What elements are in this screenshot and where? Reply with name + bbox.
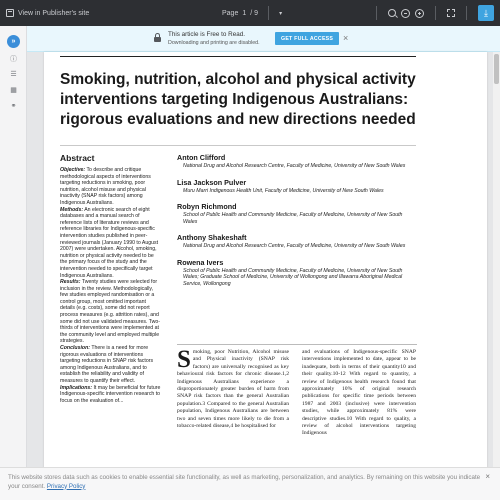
page-current-input[interactable]: 1 xyxy=(242,9,247,17)
abstract-section xyxy=(60,153,162,404)
author-entry xyxy=(177,178,417,195)
toolbar-right xyxy=(370,0,494,26)
page-dropdown-icon[interactable]: ▾ xyxy=(279,10,283,17)
cookie-consent-bar xyxy=(0,467,500,500)
cookie-message xyxy=(8,474,486,491)
divider xyxy=(268,6,269,20)
divider xyxy=(435,6,436,20)
body-column-1 xyxy=(177,346,289,430)
abstract-paragraph: Conclusion: There is a need for more rigorous evaluations of interventions targeting reductions in SNAP risk factors among Indigenous Australians, and to establish the reliability and validity of measures to quantify their effect. xyxy=(60,345,154,384)
scrollbar-thumb[interactable] xyxy=(494,54,499,84)
author-entry xyxy=(177,258,417,288)
fullscreen-icon[interactable] xyxy=(447,9,455,17)
abstract-paragraph: Results: Twenty studies were selected for inclusion in the review. Methodologically, few studies employed randomisation or a control group, most omitted important details (e.g. costs), some did not report process measures (e.g. attrition rates), and some did not use validated measures. Two-thirds of interventions were implemented at the community level and employed multiple strategies. xyxy=(60,279,160,345)
affiliation-rule xyxy=(177,344,417,345)
cookie-text: This website stores data such as cookies to enable essential site functionality, as well as marketing, personalization, and analytics. By remaining on this website you indicate your consent. xyxy=(8,474,481,490)
article-title: Smoking, nutrition, alcohol and physical activity interventions targeting Indigenous Australians: rigorous evaluations and new directions needed xyxy=(60,71,416,128)
author-affiliation: National Drug and Alcohol Research Centre, Faculty of Medicine, University of New South Wales xyxy=(183,243,406,249)
banner-line-2: Downloading and printing are disabled. xyxy=(168,40,260,46)
cookie-close-icon[interactable]: × xyxy=(485,472,490,481)
page-label: Page xyxy=(222,9,239,17)
page-total: / 9 xyxy=(250,9,259,17)
author-name: Anthony Shakeshaft xyxy=(177,233,247,242)
abstract-paragraph: Methods: An electronic search of eight databases and a manual search of reference lists of literature reviews and reference libraries for Indigenous-specific intervention studies published in peer-reviewed journals (January 1990 to August 2007) were undertaken. Alcohol, smoking, nutrition or physical activity needed to be the primary focus of the study and the intervention needed to specifically target Indigenous Australians. xyxy=(60,206,159,279)
author-affiliation: National Drug and Alcohol Research Centre, Faculty of Medicine, University of New South Wales xyxy=(183,163,406,169)
left-sidebar-rail xyxy=(0,26,27,500)
banner-line-1: This article is Free to Read. xyxy=(168,31,245,38)
body-text: moking, poor Nutrition, Alcohol misuse and Physical inactivity (SNAP risk factors) are universally recognised as key behavioural risk factors for chronic disease.1,2 Indigenous Australians experience a disproportionately greater burden of harm from SNAP risk factors than the general Australian population.3 Compared to the general Australian population, Indigenous Australians are between two and seven times more likely to die from a tobacco-related disease,4 be hospitalised for xyxy=(177,349,289,430)
link-icon[interactable]: ⚭ xyxy=(10,103,17,110)
lock-icon xyxy=(154,33,161,42)
document-scrollbar[interactable] xyxy=(493,52,500,467)
divider xyxy=(376,6,377,20)
body-text: and evaluations of Indigenous-specific SNAP interventions implemented to date, appear to be inadequate, both in terms of their quantity10 and their quality.10-12 With regard to quantity, a review of Indigenous health research found that approximately 10% of original research publications for specific time periods between 1987 and 2003 (inclusive) were intervention studies, while approximately 81% were descriptive studies.10 With regard to quality, a review of alcohol interventions targeting Indigenous xyxy=(302,349,416,437)
zoom-out-icon[interactable] xyxy=(401,9,410,18)
author-entry xyxy=(177,202,417,225)
author-name: Robyn Richmond xyxy=(177,202,237,211)
free-to-read-banner xyxy=(27,26,500,52)
banner-message xyxy=(168,31,260,47)
outline-list-icon[interactable]: ☰ xyxy=(10,71,17,78)
document-page xyxy=(44,52,487,500)
drop-cap: S xyxy=(177,346,191,373)
abstract-paragraph: Implications: It may be beneficial for future Indigenous-specific intervention research to focus on the evaluation of... xyxy=(60,384,161,404)
author-affiliation: School of Public Health and Community Medicine, Faculty of Medicine, University of New South Wales xyxy=(183,212,403,225)
view-site-label: View in Publisher's site xyxy=(18,9,90,17)
author-name: Anton Clifford xyxy=(177,153,226,162)
page-indicator xyxy=(222,0,282,26)
abstract-heading: Abstract xyxy=(60,153,95,163)
abstract-paragraph: Objective: To describe and critique methodological aspects of interventions targeting reductions in smoking, poor nutrition, alcohol misuse and physical inactivity (SNAP risk factors) among Indigenous Australians. xyxy=(60,167,151,206)
get-full-access-button[interactable]: GET FULL ACCESS xyxy=(275,32,339,45)
banner-close-icon[interactable]: × xyxy=(343,33,349,43)
info-icon[interactable]: ⓘ xyxy=(10,56,17,63)
author-name: Lisa Jackson Pulver xyxy=(177,177,247,187)
top-toolbar xyxy=(0,0,500,26)
author-entry xyxy=(177,153,417,170)
thumbnails-icon[interactable]: ▦ xyxy=(10,87,17,94)
author-entry xyxy=(177,233,417,250)
author-list xyxy=(177,153,417,295)
divider xyxy=(466,6,467,20)
view-in-publisher-site-link[interactable] xyxy=(6,9,89,17)
search-icon[interactable] xyxy=(388,9,396,17)
title-rule xyxy=(60,145,416,146)
author-name: Rowena Ivers xyxy=(177,257,224,267)
expand-sidebar-icon[interactable]: » xyxy=(7,35,20,48)
toolbar-left xyxy=(0,0,89,26)
privacy-policy-link[interactable]: Privacy Policy xyxy=(46,482,86,490)
header-rule xyxy=(60,56,416,57)
body-column-2 xyxy=(302,349,416,438)
external-window-icon xyxy=(6,9,14,17)
author-affiliation: School of Public Health and Community Medicine, Faculty of Medicine, University of New South Wales; Graduate School of Medicine, University of Wollongong and Illawarra Aboriginal Medical Service, Wollongong xyxy=(183,267,403,287)
zoom-in-icon[interactable] xyxy=(415,9,424,18)
download-button[interactable]: ⤓ xyxy=(478,5,494,21)
author-affiliation: Muru Marri Indigenous Health Unit, Faculty of Medicine, University of New South Wales xyxy=(183,187,384,194)
